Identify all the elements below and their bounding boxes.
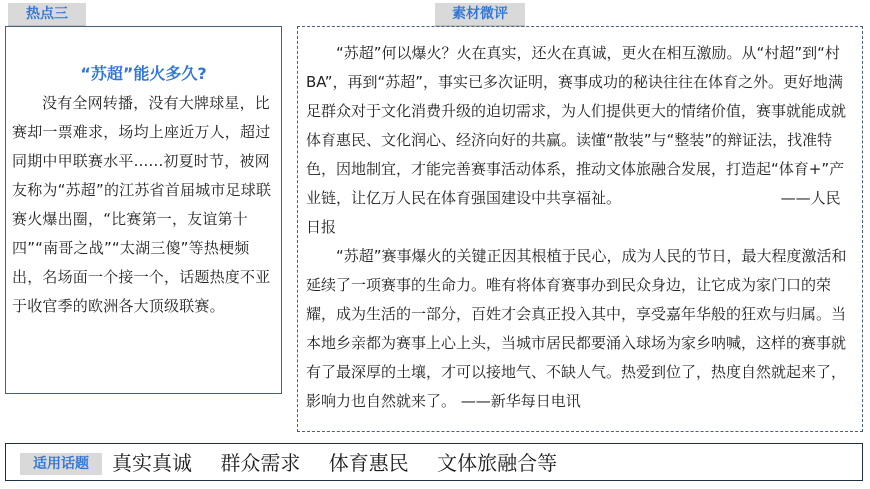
review-paragraph-1-text: “苏超”何以爆火？火在真实，还火在真诚，更火在相互激励。从“村超”到“村BA”，再到“苏超”，事实已多次证明，赛事成功的秘诀往往在体育之外。更好地满足群众对于文化消费升级的迫切需求，为人们提供更大的情绪价值，赛事就能成就体育惠民、文化润心、经济向好的共赢。读懂“散装”与“整装”的辩证法，找准特色，因地制宜，才能完善赛事活动体系，推动文体旅融合发展，打造起“体育+”产业链，让亿万人民在体育强国建设中共享福祉。: [306, 44, 847, 207]
topic-item: 体育惠民: [328, 451, 409, 475]
applicable-topics-bar: [5, 443, 863, 481]
review-source-2: ——新华每日电讯: [460, 392, 581, 410]
applicable-topics-label: 适用话题: [20, 453, 102, 475]
review-paragraph-2-text: “苏超”赛事爆火的关键正因其根植于民心，成为人民的节日，最大程度激活和延续了一项赛事的生命力。唯有将体育赛事办到民众身边，让它成为家门口的荣耀，成为生活的一部分，百姓才会真正投入其中，享受嘉年华般的狂欢与归属。当本地乡亲都为赛事上心上头，当城市居民都要涌入球场为家乡呐喊，这样的赛事就有了最深厚的土壤，才可以接地气、不缺人气。热爱到位了，热度自然就起来了，影响力也自然就来了。: [306, 247, 847, 410]
topic-item: 群众需求: [220, 451, 301, 475]
topic-item: 真实真诚: [112, 451, 192, 475]
review-paragraph-1: [298, 27, 862, 242]
material-review-tag: 素材微评: [435, 3, 525, 27]
topic-item: 文体旅融合等: [437, 451, 558, 475]
review-paragraph-2: [298, 242, 862, 416]
hot-topic-body: 没有全网转播，没有大牌球星，比赛却一票难求，场均上座近万人，超过同期中甲联赛水平......初夏时节，被网友称为“苏超”的江苏省首届城市足球联赛火爆出圈，“比赛第一，友谊第十四”“南哥之战”“太湖三傻”等热梗频出，名场面一个接一个，话题热度不亚于收官季的欧洲各大顶级联赛。: [12, 94, 272, 315]
material-review-card: [297, 26, 863, 432]
hot-topic-title: “苏超”能火多久?: [80, 64, 207, 83]
review-source-1: ——人民日报: [306, 189, 841, 236]
hot-topic-card: [5, 26, 282, 394]
applicable-topics-list: [112, 448, 579, 478]
hot-topic-tag: 热点三: [8, 3, 86, 27]
